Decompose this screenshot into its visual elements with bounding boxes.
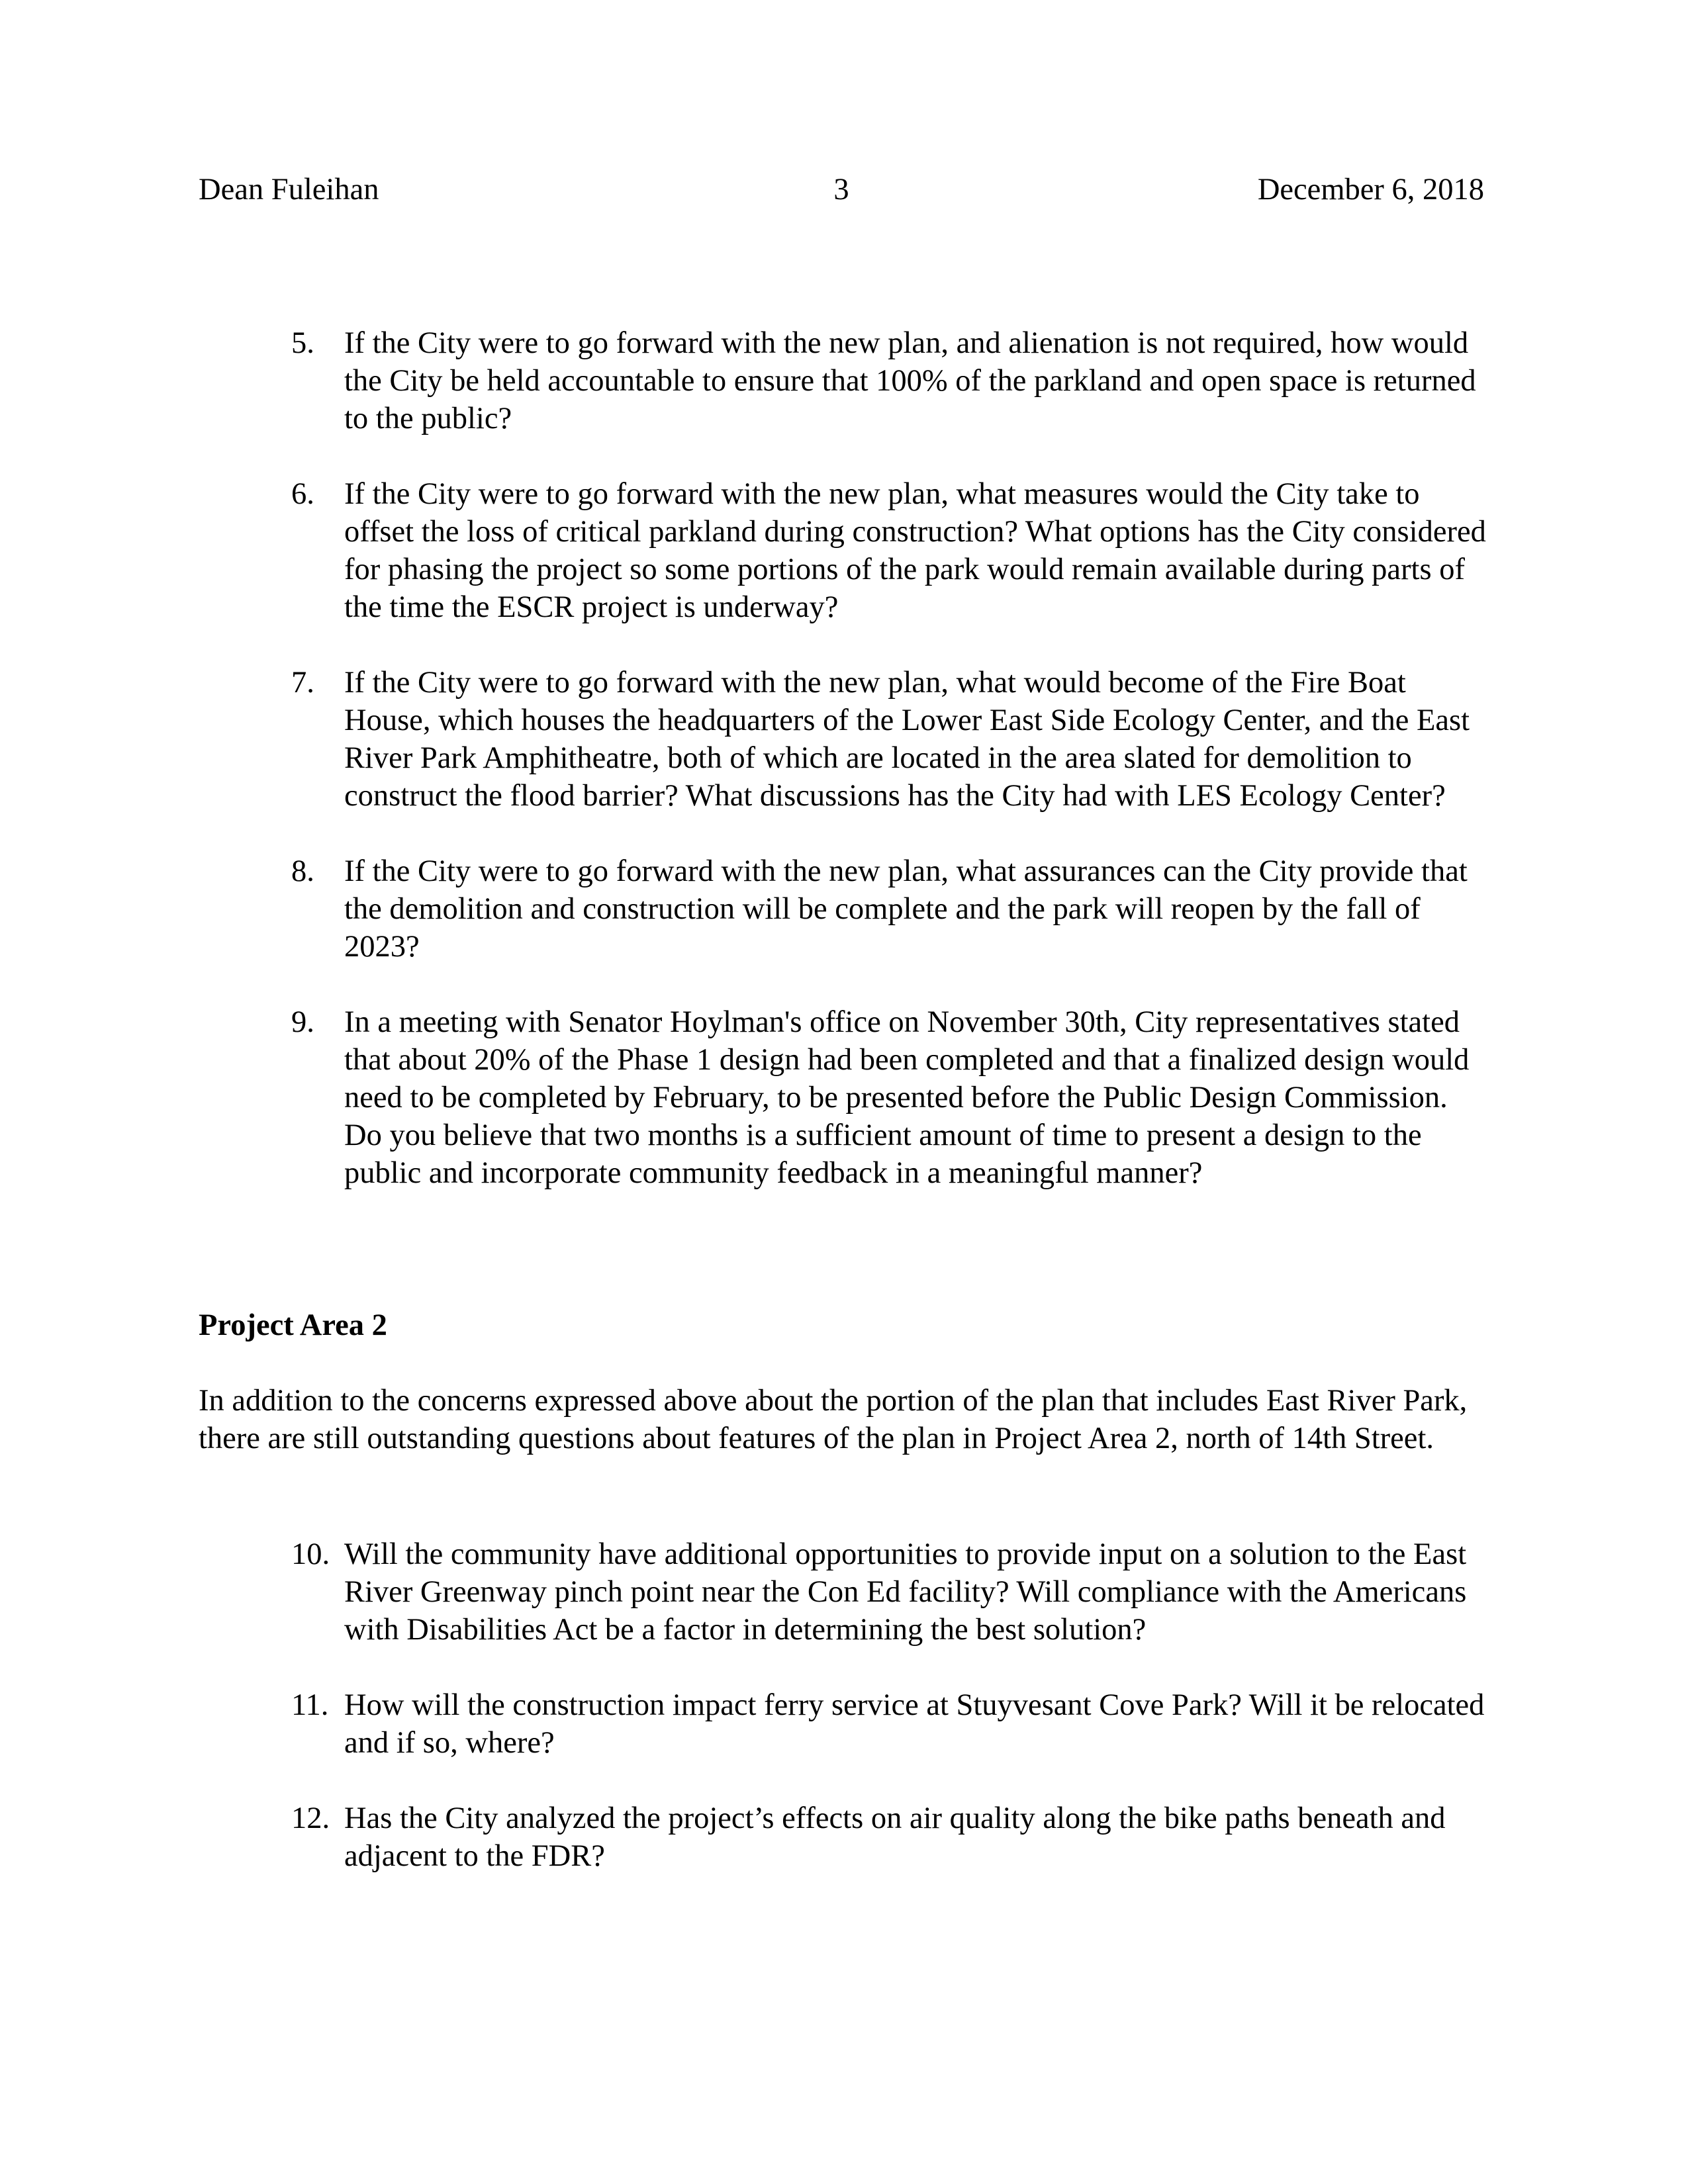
list-item-number: 5. (291, 326, 314, 360)
list-item-number: 9. (291, 1005, 314, 1039)
list-item-number: 8. (291, 854, 314, 888)
list-item-number: 12. (291, 1801, 330, 1835)
list-item-number: 6. (291, 477, 314, 511)
list-item-text: If the City were to go forward with the new plan, what assurances can the City provide that the demolition and construction will be complete and the park will reopen by the fall of 2023? (344, 854, 1468, 964)
list-item-text: If the City were to go forward with the new plan, what measures would the City take to offset the loss of critical parkland during construction? What options has the City considered for phasing the project so some portions of the park would remain available during parts of the time the ESCR project is underway? (344, 477, 1486, 624)
list-item-text: How will the construction impact ferry service at Stuyvesant Cove Park? Will it be relocated and if so, where? (344, 1688, 1485, 1760)
header-recipient: Dean Fuleihan (199, 173, 379, 206)
question-list-project-area-2 (291, 1535, 1489, 1913)
list-item (291, 664, 1489, 815)
header-page-number: 3 (833, 173, 849, 206)
list-item-text: Will the community have additional opportunities to provide input on a solution to the East River Greenway pinch point near the Con Ed facility? Will compliance with the Americans with Disabilities Act be a factor in determining the best solution? (344, 1537, 1467, 1647)
list-item (291, 1003, 1489, 1192)
list-item-number: 10. (291, 1537, 330, 1571)
section-intro-paragraph: In addition to the concerns expressed above about the portion of the plan that includes East River Park, there are still outstanding questions about features of the plan in Project Area 2, north of 14th Street. (199, 1384, 1468, 1455)
list-item-number: 7. (291, 666, 314, 700)
header-date: December 6, 2018 (1257, 173, 1484, 206)
list-item-text: If the City were to go forward with the new plan, and alienation is not required, how would the City be held accountable to ensure that 100% of the parkland and open space is returned to the public? (344, 326, 1476, 435)
list-item (291, 324, 1489, 437)
list-item (291, 475, 1489, 626)
list-item-number: 11. (291, 1688, 329, 1722)
list-item (291, 1799, 1489, 1875)
list-item-text: If the City were to go forward with the new plan, what would become of the Fire Boat House, which houses the headquarters of the Lower East Side Ecology Center, and the East River Park Amphitheatre, both of which are located in the area slated for demolition to construct the flood barrier? What discussions has the City had with LES Ecology Center? (344, 666, 1470, 813)
list-item-text: In a meeting with Senator Hoylman's office on November 30th, City representatives stated that about 20% of the Phase 1 design had been completed and that a finalized design would need to be completed by February, to be presented before the Public Design Commission. Do you believe that two months is a sufficient amount of time to present a design to the public and incorporate community feedback in a meaningful manner? (344, 1005, 1470, 1190)
list-item (291, 1535, 1489, 1649)
list-item (291, 1686, 1489, 1762)
question-list-project-area-1 (291, 324, 1489, 1230)
list-item-text: Has the City analyzed the project’s effects on air quality along the bike paths beneath and adjacent to the FDR? (344, 1801, 1446, 1873)
list-item (291, 852, 1489, 966)
section-heading: Project Area 2 (199, 1308, 387, 1342)
page-header (199, 171, 1484, 210)
